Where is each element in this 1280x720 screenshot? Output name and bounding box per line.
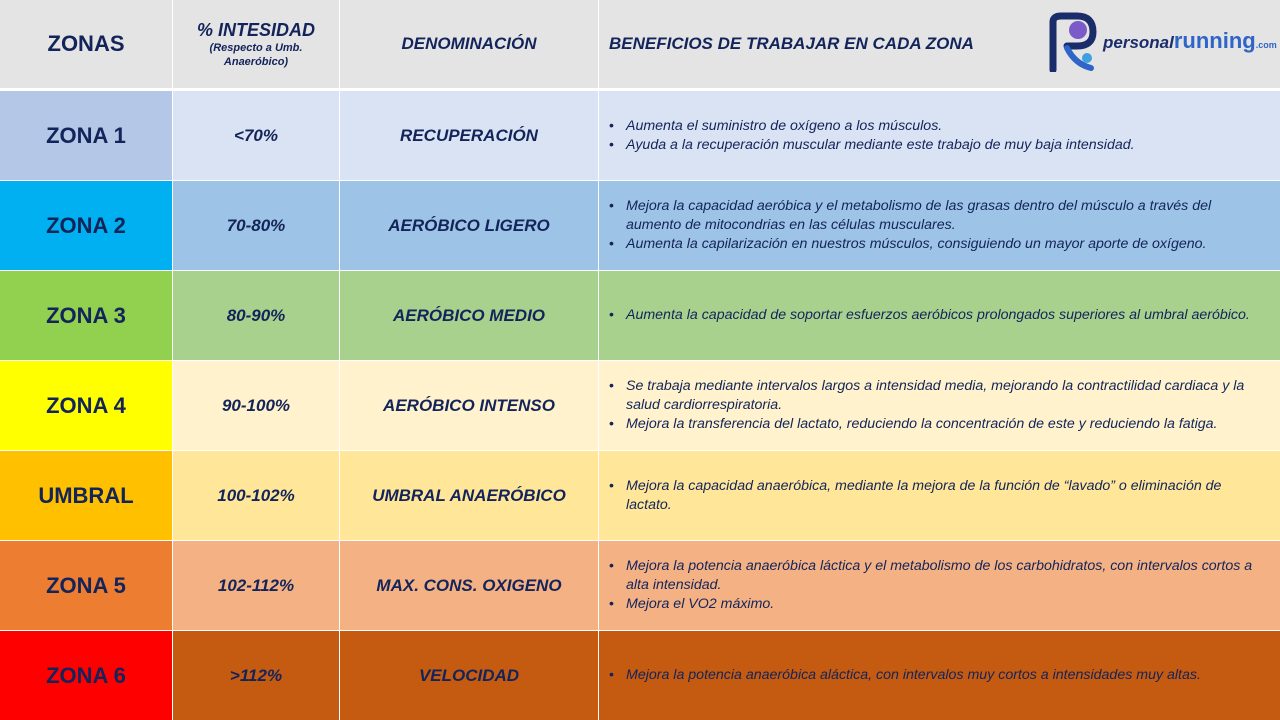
benefits-list [599, 477, 1259, 515]
table-row [0, 631, 1280, 720]
intensity-value: 90-100% [221, 395, 291, 415]
benefit-item: • Aumenta la capilarización en nuestros músculos, consiguiendo un mayor aporte de oxígeno. [609, 235, 1259, 254]
benefits-list [599, 117, 1259, 155]
zone-cell [0, 631, 173, 720]
denomination-cell [340, 271, 599, 360]
zone-cell [0, 181, 173, 270]
intensity-cell [173, 361, 340, 450]
benefits-cell [599, 541, 1280, 630]
zone-cell [0, 361, 173, 450]
table-row [0, 91, 1280, 180]
denomination-cell [340, 631, 599, 720]
benefit-item: • Aumenta el suministro de oxígeno a los músculos. [609, 117, 1259, 136]
denomination: VELOCIDAD [418, 665, 520, 685]
denomination: RECUPERACIÓN [400, 125, 538, 145]
intensity-cell [173, 181, 340, 270]
benefit-item: • Mejora el VO2 máximo. [609, 595, 1259, 614]
benefits-cell [599, 451, 1280, 540]
table-row [0, 541, 1280, 630]
zone-name: ZONA 1 [46, 122, 126, 148]
table-row [0, 361, 1280, 450]
benefit-item: • Ayuda a la recuperación muscular mediante este trabajo de muy baja intensidad. [609, 136, 1259, 155]
denomination: UMBRAL ANAERÓBICO [372, 485, 566, 505]
benefits-cell [599, 631, 1280, 720]
zone-name: ZONA 4 [46, 392, 126, 418]
zone-name: ZONA 6 [46, 662, 126, 688]
denomination-cell [340, 361, 599, 450]
zone-cell [0, 541, 173, 630]
benefits-cell [599, 271, 1280, 360]
intensity-cell [173, 541, 340, 630]
header-intensidad-subtitle: (Respecto a Umb. Anaeróbico) [209, 41, 303, 68]
denomination: AERÓBICO LIGERO [388, 215, 550, 235]
header-beneficios: BENEFICIOS DE TRABAJAR EN CADA ZONA personalrunning.com [599, 0, 1280, 88]
zone-cell [0, 271, 173, 360]
intensity-cell [173, 451, 340, 540]
intensity-cell [173, 631, 340, 720]
table-row [0, 271, 1280, 360]
benefit-item: • Mejora la transferencia del lactato, reduciendo la concentración de este y reduciendo la fatiga. [609, 415, 1259, 434]
header-intensidad [173, 0, 340, 88]
benefit-item: • Se trabaja mediante intervalos largos a intensidad media, mejorando la contractilidad cardiaca y la salud cardiorrespiratoria. [609, 377, 1259, 415]
runner-logo-icon [1047, 12, 1103, 72]
denomination-cell [340, 91, 599, 180]
benefits-cell [599, 361, 1280, 450]
denomination: AERÓBICO INTENSO [383, 395, 555, 415]
benefits-list [599, 666, 1259, 685]
benefits-list [599, 557, 1259, 614]
zone-cell [0, 91, 173, 180]
intensity-value: <70% [234, 125, 278, 145]
zone-cell [0, 451, 173, 540]
zone-name: ZONA 2 [46, 212, 126, 238]
benefits-list [599, 377, 1259, 434]
header-denominacion: DENOMINACIÓN [340, 0, 599, 88]
benefits-cell [599, 91, 1280, 180]
header-zonas: ZONAS [0, 0, 173, 88]
intensity-cell [173, 271, 340, 360]
zone-name: ZONA 5 [46, 572, 126, 598]
benefits-list [599, 306, 1259, 325]
denomination: AERÓBICO MEDIO [392, 305, 546, 325]
denomination-cell [340, 451, 599, 540]
zone-name: UMBRAL [38, 482, 134, 508]
personalrunning-logo [1047, 12, 1275, 72]
zone-name: ZONA 3 [46, 302, 126, 328]
benefit-item: • Mejora la potencia anaeróbica aláctica, con intervalos muy cortos a intensidades muy altas. [609, 666, 1259, 685]
table-header [0, 0, 1280, 88]
denomination-cell [340, 181, 599, 270]
denomination: MAX. CONS. OXIGENO [376, 575, 562, 595]
table-row [0, 451, 1280, 540]
table-row [0, 181, 1280, 270]
logo-text: personalrunning.com [1103, 28, 1277, 53]
intensity-value: 80-90% [226, 305, 286, 325]
intensity-value: >112% [229, 665, 283, 685]
benefits-list [599, 197, 1259, 254]
benefits-cell [599, 181, 1280, 270]
intensity-value: 100-102% [217, 485, 295, 505]
benefit-item: • Mejora la capacidad anaeróbica, mediante la mejora de la función de “lavado” o eliminación de lactato. [609, 477, 1259, 515]
intensity-value: 102-112% [217, 575, 295, 595]
header-intensidad-title: % INTESIDAD [196, 19, 315, 40]
benefit-item: • Mejora la capacidad aeróbica y el metabolismo de las grasas dentro del músculo a través del aumento de mitocondrias en las células musculares. [609, 197, 1259, 235]
intensity-cell [173, 91, 340, 180]
benefit-item: • Aumenta la capacidad de soportar esfuerzos aeróbicos prolongados superiores al umbral aeróbico. [609, 306, 1259, 325]
denomination-cell [340, 541, 599, 630]
benefit-item: • Mejora la potencia anaeróbica láctica y el metabolismo de los carbohidratos, con intervalos cortos a alta intensidad. [609, 557, 1259, 595]
intensity-value: 70-80% [226, 215, 286, 235]
